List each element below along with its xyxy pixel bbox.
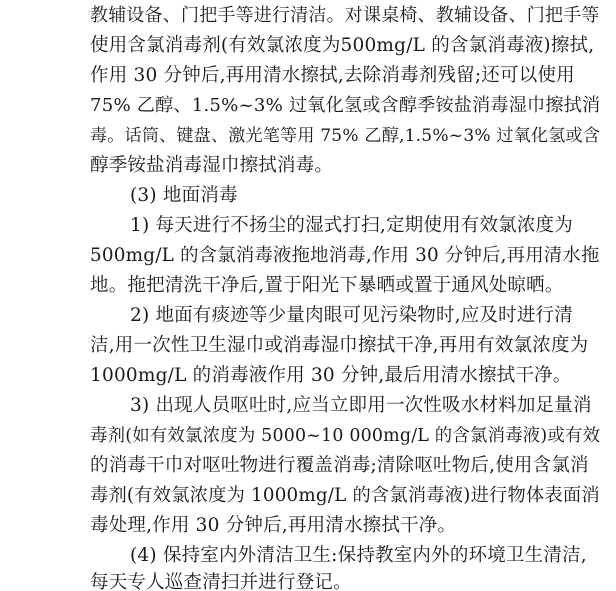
- text-line: 洁,用一次性卫生湿巾或消毒湿巾擦拭干净,再用有效氯浓度为: [90, 335, 589, 356]
- text-line: 75% 乙醇、1.5%~3% 过氧化氢或含醇季铵盐消毒湿巾擦拭消: [90, 95, 601, 116]
- text-line: 2) 地面有痰迹等少量肉眼可见污染物时,应及时进行清: [130, 305, 573, 326]
- text-line: 毒剂(如有效氯浓度为 5000~10 000mg/L 的含氯消毒液)或有效: [90, 426, 601, 446]
- section-heading: (3) 地面消毒: [130, 185, 238, 206]
- text-line: 500mg/L 的含氯消毒液拖地消毒,作用 30 分钟后,再用清水拖: [90, 245, 600, 266]
- text-line: 的消毒干巾对呕吐物进行覆盖消毒;清除呕吐物后,使用含氯消: [90, 455, 589, 476]
- text-line: 毒。话筒、键盘、激光笔等用 75% 乙醇,1.5%~3% 过氧化氢或含: [90, 126, 601, 146]
- text-line: 3) 出现人员呕吐时,应当立即用一次性吸水材料加足量消: [130, 395, 592, 416]
- text-line: 醇季铵盐消毒湿巾擦拭消毒。: [90, 155, 334, 176]
- text-line: 1) 每天进行不扬尘的湿式打扫,定期使用有效氯浓度为: [130, 215, 573, 236]
- text-line: 地。拖把清洗干净后,置于阳光下暴晒或置于通风处晾晒。: [90, 275, 564, 296]
- text-line: 毒处理,作用 30 分钟后,再用清水擦拭干净。: [90, 515, 457, 536]
- text-line: 作用 30 分钟后,再用清水擦拭,去除消毒剂残留;还可以使用: [90, 65, 575, 86]
- text-line: 1000mg/L 的消毒液作用 30 分钟,最后用清水擦拭干净。: [90, 365, 572, 386]
- text-line: (4) 保持室内外清洁卫生:保持教室内外的环境卫生清洁,: [130, 545, 587, 566]
- text-line: 教辅设备、门把手等进行清洁。对课桌椅、教辅设备、门把手等: [90, 5, 600, 26]
- text-line: 毒剂(有效氯浓度为 1000mg/L 的含氯消毒液)进行物体表面消: [90, 485, 600, 506]
- text-line: 每天专人巡查清扫并进行登记。: [90, 572, 352, 591]
- text-line: 使用含氯消毒剂(有效氯浓度为500mg/L 的含氯消毒液)擦拭,: [90, 35, 595, 56]
